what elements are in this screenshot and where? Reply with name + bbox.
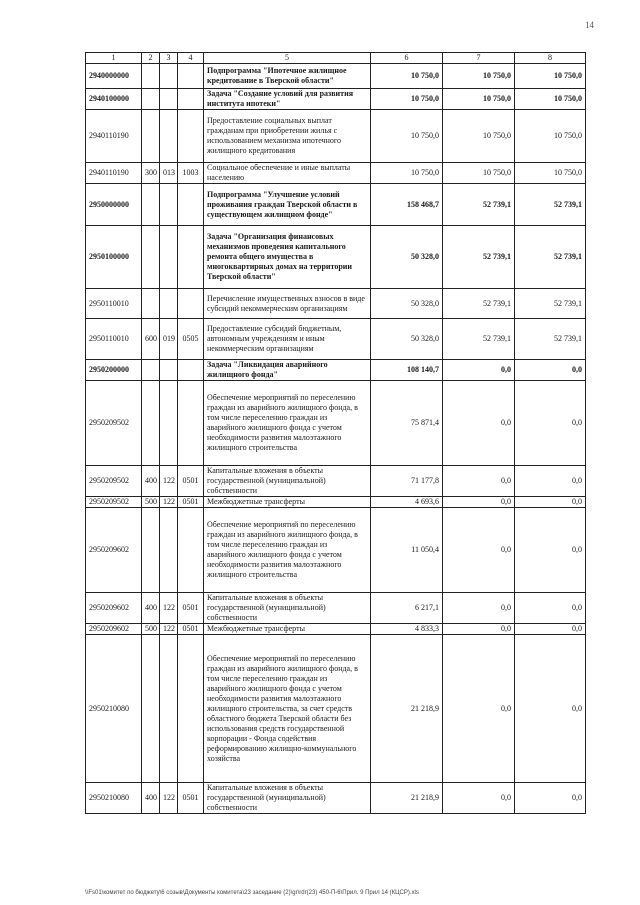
header-cell: 2 <box>142 53 160 64</box>
row-col2-cell <box>142 635 160 783</box>
row-col2-cell <box>142 360 160 381</box>
row-col2-cell <box>142 508 160 593</box>
row-col3-cell <box>160 360 178 381</box>
row-col2-cell: 400 <box>142 593 160 624</box>
row-name-cell: Предоставление субсидий бюджетным, автономным учреждениям и иным некоммерческим организациям <box>204 319 371 360</box>
row-value8-cell: 10 750,0 <box>515 89 586 110</box>
row-value6-cell: 50 328,0 <box>371 226 443 289</box>
row-value7-cell: 52 739,1 <box>443 184 515 226</box>
row-value7-cell: 10 750,0 <box>443 110 515 163</box>
row-col3-cell <box>160 184 178 226</box>
row-col3-cell <box>160 635 178 783</box>
table-row <box>86 508 586 593</box>
row-code-cell: 2950110010 <box>86 289 142 319</box>
row-col3-cell <box>160 226 178 289</box>
row-value6-cell: 4 693,6 <box>371 497 443 508</box>
table-row <box>86 360 586 381</box>
table-row <box>86 64 586 89</box>
row-name-cell: Подпрограмма "Улучшение условий проживания граждан Тверской области в существующем жилищном фонде" <box>204 184 371 226</box>
header-cell: 8 <box>515 53 586 64</box>
row-value7-cell: 10 750,0 <box>443 89 515 110</box>
row-value8-cell: 0,0 <box>515 635 586 783</box>
row-value7-cell: 0,0 <box>443 783 515 814</box>
footer-file-path: \\Fs01\комитет по бюджету\6 созыв\Документы комитета\23 заседание (2)\gr\rdr(23) 450-П-6\Прил. 9 Прил 14 (КЦСР).xls <box>85 890 419 896</box>
row-col3-cell <box>160 64 178 89</box>
row-value8-cell: 0,0 <box>515 381 586 466</box>
row-code-cell: 2950110010 <box>86 319 142 360</box>
row-value6-cell: 21 218,9 <box>371 635 443 783</box>
row-col4-cell <box>178 226 204 289</box>
row-col4-cell <box>178 89 204 110</box>
table-row <box>86 289 586 319</box>
row-col4-cell <box>178 381 204 466</box>
row-col2-cell <box>142 110 160 163</box>
row-value6-cell: 50 328,0 <box>371 289 443 319</box>
row-code-cell: 2940100000 <box>86 89 142 110</box>
row-name-cell: Подпрограмма "Ипотечное жилищное кредитование в Тверской области" <box>204 64 371 89</box>
row-col4-cell <box>178 64 204 89</box>
table-row <box>86 89 586 110</box>
row-col3-cell: 122 <box>160 497 178 508</box>
row-value7-cell: 52 739,1 <box>443 226 515 289</box>
header-cell: 3 <box>160 53 178 64</box>
row-col3-cell <box>160 89 178 110</box>
table-row <box>86 226 586 289</box>
row-value8-cell: 0,0 <box>515 466 586 497</box>
row-value8-cell: 52 739,1 <box>515 319 586 360</box>
row-col3-cell <box>160 110 178 163</box>
row-code-cell: 2950209502 <box>86 466 142 497</box>
row-code-cell: 2950209602 <box>86 624 142 635</box>
row-col2-cell: 500 <box>142 624 160 635</box>
table-row <box>86 319 586 360</box>
header-cell: 7 <box>443 53 515 64</box>
row-col3-cell: 013 <box>160 163 178 184</box>
row-value6-cell: 10 750,0 <box>371 64 443 89</box>
row-name-cell: Обеспечение мероприятий по переселению граждан из аварийного жилищного фонда, в том числе переселению граждан из аварийного жилищного фонда с учетом необходимости развития малоэтажного жилищного строительства <box>204 381 371 466</box>
row-value7-cell: 0,0 <box>443 593 515 624</box>
row-col2-cell: 400 <box>142 466 160 497</box>
header-row <box>86 53 586 64</box>
row-name-cell: Капитальные вложения в объекты государственной (муниципальной) собственности <box>204 593 371 624</box>
row-value6-cell: 71 177,8 <box>371 466 443 497</box>
row-value6-cell: 50 328,0 <box>371 319 443 360</box>
row-col3-cell: 019 <box>160 319 178 360</box>
row-value8-cell: 0,0 <box>515 497 586 508</box>
row-value7-cell: 0,0 <box>443 624 515 635</box>
row-code-cell: 2940000000 <box>86 64 142 89</box>
page-number: 14 <box>585 20 594 30</box>
row-code-cell: 2950209602 <box>86 508 142 593</box>
row-value6-cell: 158 468,7 <box>371 184 443 226</box>
row-col3-cell: 122 <box>160 624 178 635</box>
row-value7-cell: 0,0 <box>443 508 515 593</box>
table-row <box>86 381 586 466</box>
row-code-cell: 2950209602 <box>86 593 142 624</box>
table-row <box>86 783 586 814</box>
row-value8-cell: 0,0 <box>515 360 586 381</box>
row-value7-cell: 0,0 <box>443 497 515 508</box>
row-value7-cell: 0,0 <box>443 466 515 497</box>
row-code-cell: 2950000000 <box>86 184 142 226</box>
row-value7-cell: 0,0 <box>443 360 515 381</box>
row-col4-cell: 0501 <box>178 783 204 814</box>
row-col4-cell: 0501 <box>178 593 204 624</box>
row-value6-cell: 10 750,0 <box>371 89 443 110</box>
table-row <box>86 497 586 508</box>
table-row <box>86 110 586 163</box>
table-row <box>86 635 586 783</box>
row-name-cell: Задача "Организация финансовых механизмов проведения капитального ремонта общего имущества в многоквартирных домах на территории Тверской области" <box>204 226 371 289</box>
row-col2-cell <box>142 381 160 466</box>
row-code-cell: 2940110190 <box>86 163 142 184</box>
row-name-cell: Предоставление социальных выплат гражданам при приобретении жилья с использованием механизма ипотечного жилищного кредитования <box>204 110 371 163</box>
header-cell: 4 <box>178 53 204 64</box>
row-value8-cell: 52 739,1 <box>515 226 586 289</box>
row-name-cell: Задача "Создание условий для развития института ипотеки" <box>204 89 371 110</box>
budget-table <box>85 52 586 814</box>
row-value6-cell: 4 833,3 <box>371 624 443 635</box>
row-value6-cell: 11 050,4 <box>371 508 443 593</box>
row-col2-cell: 400 <box>142 783 160 814</box>
row-col2-cell <box>142 64 160 89</box>
row-value6-cell: 10 750,0 <box>371 110 443 163</box>
row-col3-cell <box>160 508 178 593</box>
table-row <box>86 184 586 226</box>
row-code-cell: 2950210080 <box>86 635 142 783</box>
row-col2-cell <box>142 89 160 110</box>
row-col4-cell: 1003 <box>178 163 204 184</box>
row-name-cell: Перечисление имущественных взносов в виде субсидий некоммерческим организациям <box>204 289 371 319</box>
row-value6-cell: 10 750,0 <box>371 163 443 184</box>
table-row <box>86 593 586 624</box>
row-name-cell: Обеспечение мероприятий по переселению граждан из аварийного жилищного фонда, в том числе переселению граждан из аварийного жилищного фонда с учетом необходимости развития малоэтажного жилищного строительства <box>204 508 371 593</box>
row-name-cell: Задача "Ликвидация аварийного жилищного фонда" <box>204 360 371 381</box>
table-row <box>86 163 586 184</box>
row-value8-cell: 10 750,0 <box>515 163 586 184</box>
header-cell: 6 <box>371 53 443 64</box>
row-col2-cell: 300 <box>142 163 160 184</box>
row-name-cell: Межбюджетные трансферты <box>204 624 371 635</box>
row-col2-cell <box>142 184 160 226</box>
row-code-cell: 2940110190 <box>86 110 142 163</box>
row-value7-cell: 0,0 <box>443 635 515 783</box>
row-code-cell: 2950209502 <box>86 497 142 508</box>
row-col3-cell: 122 <box>160 466 178 497</box>
header-cell: 1 <box>86 53 142 64</box>
row-value7-cell: 0,0 <box>443 381 515 466</box>
row-value8-cell: 0,0 <box>515 783 586 814</box>
row-code-cell: 2950210080 <box>86 783 142 814</box>
row-col4-cell: 0501 <box>178 497 204 508</box>
table-row <box>86 466 586 497</box>
row-col4-cell <box>178 360 204 381</box>
row-value8-cell: 52 739,1 <box>515 184 586 226</box>
row-value8-cell: 0,0 <box>515 508 586 593</box>
row-name-cell: Капитальные вложения в объекты государственной (муниципальной) собственности <box>204 466 371 497</box>
row-col3-cell: 122 <box>160 593 178 624</box>
header-cell: 5 <box>204 53 371 64</box>
row-name-cell: Социальное обеспечение и иные выплаты населению <box>204 163 371 184</box>
row-col3-cell <box>160 289 178 319</box>
row-col4-cell: 0501 <box>178 466 204 497</box>
row-value8-cell: 10 750,0 <box>515 110 586 163</box>
row-col2-cell <box>142 289 160 319</box>
row-col4-cell <box>178 508 204 593</box>
row-code-cell: 2950100000 <box>86 226 142 289</box>
row-value6-cell: 21 218,9 <box>371 783 443 814</box>
row-col4-cell <box>178 184 204 226</box>
row-code-cell: 2950200000 <box>86 360 142 381</box>
row-value8-cell: 52 739,1 <box>515 289 586 319</box>
row-code-cell: 2950209502 <box>86 381 142 466</box>
row-col4-cell <box>178 110 204 163</box>
row-value7-cell: 52 739,1 <box>443 319 515 360</box>
row-value7-cell: 10 750,0 <box>443 64 515 89</box>
row-col4-cell: 0501 <box>178 624 204 635</box>
row-value6-cell: 108 140,7 <box>371 360 443 381</box>
row-value7-cell: 52 739,1 <box>443 289 515 319</box>
row-col4-cell <box>178 635 204 783</box>
row-col2-cell: 600 <box>142 319 160 360</box>
row-col4-cell: 0505 <box>178 319 204 360</box>
row-value8-cell: 0,0 <box>515 593 586 624</box>
row-value7-cell: 10 750,0 <box>443 163 515 184</box>
row-value8-cell: 0,0 <box>515 624 586 635</box>
row-name-cell: Капитальные вложения в объекты государственной (муниципальной) собственности <box>204 783 371 814</box>
row-col3-cell <box>160 381 178 466</box>
row-value6-cell: 6 217,1 <box>371 593 443 624</box>
row-name-cell: Межбюджетные трансферты <box>204 497 371 508</box>
row-name-cell: Обеспечение мероприятий по переселению граждан из аварийного жилищного фонда, в том числе переселению граждан из аварийного жилищного фонда с учетом необходимости развития малоэтажного жилищного строительства, за счет средств областного бюджета Тверской области без использования средств государственной корпорации - Фонда содействия реформированию жилищно-коммунального хозяйства <box>204 635 371 783</box>
row-value8-cell: 10 750,0 <box>515 64 586 89</box>
row-col2-cell: 500 <box>142 497 160 508</box>
row-col3-cell: 122 <box>160 783 178 814</box>
row-col2-cell <box>142 226 160 289</box>
table-row <box>86 624 586 635</box>
row-col4-cell <box>178 289 204 319</box>
row-value6-cell: 75 871,4 <box>371 381 443 466</box>
